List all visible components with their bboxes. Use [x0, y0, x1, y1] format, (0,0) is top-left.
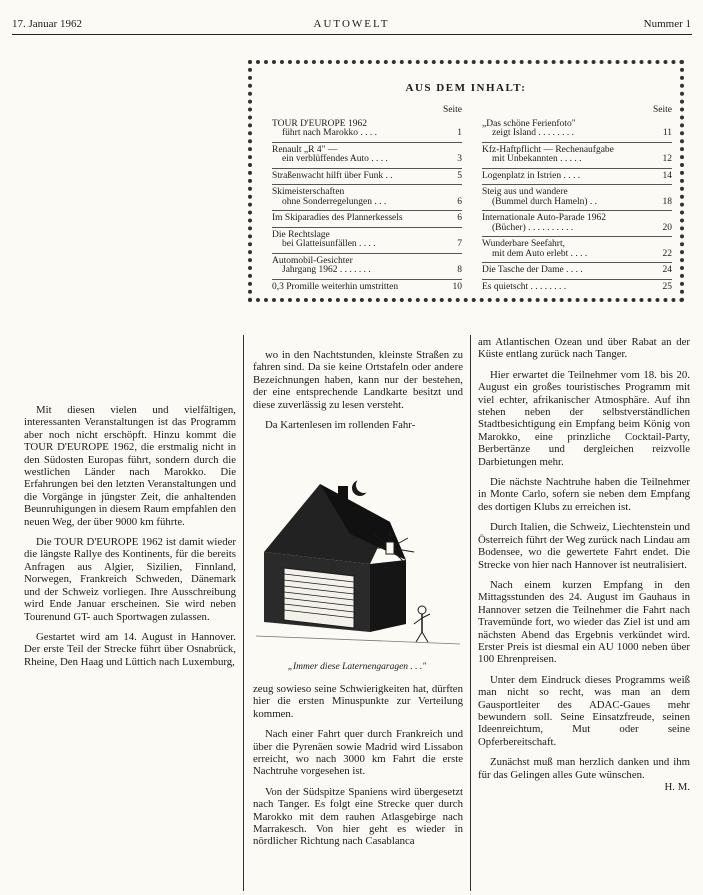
toc-entry-line: mit Unbekannten . . . . .: [492, 154, 582, 164]
toc-entry: [272, 214, 462, 224]
toc-heading: AUS DEM INHALT:: [405, 82, 527, 94]
toc-divider: [482, 168, 672, 169]
toc-entry-page: 18: [662, 196, 672, 207]
toc-entry-line: TOUR D'EUROPE 1962: [272, 118, 367, 129]
article-paragraph: Die nächste Nachtruhe haben die Teilnehmer in Monte Carlo, sofern sie neben dem Empfang des dortigen Klubs zu erreichen ist.: [478, 476, 690, 513]
toc-entry: [272, 231, 462, 250]
toc-entry-title: [272, 257, 448, 276]
toc-entry-line: ohne Sonderregelungen . . .: [282, 196, 387, 207]
toc-divider: [272, 253, 462, 254]
toc-entry-page: 20: [662, 222, 672, 233]
toc-entry-line: Straßenwacht hilft über Funk . .: [272, 170, 393, 181]
toc-entry-page: 11: [662, 128, 672, 138]
toc-entry: [482, 240, 672, 259]
toc-entry-page: 24: [662, 265, 672, 275]
toc-entry-title: [272, 188, 448, 207]
toc-entry-line: Automobil-Gesichter: [272, 255, 353, 266]
toc-entry-page: 22: [662, 248, 672, 259]
toc-entry-line: Skimeisterschaften: [272, 187, 345, 197]
toc-divider: [482, 184, 672, 185]
article-paragraph: Durch Italien, die Schweiz, Liechtenstein und Österreich führt der Weg zurück nach Lindau am Bodensee, wo die gewertete Fahrt endet. Die Strecke von hier nach Hannover ist neutralisiert.: [478, 521, 690, 571]
author-signature: H. M.: [664, 781, 690, 793]
toc-divider: [482, 210, 672, 211]
toc-entry-line: Steig aus und wandere: [482, 187, 568, 197]
toc-entry: [272, 283, 462, 293]
toc-right-column: [482, 106, 672, 295]
toc-entry-line: bei Glatteisunfällen . . . .: [282, 239, 376, 249]
toc-entry-page: 6: [457, 213, 462, 223]
toc-entry-page: 10: [452, 281, 462, 292]
toc-divider: [272, 168, 462, 169]
header-rule: [12, 34, 692, 35]
toc-entry-title: [272, 231, 448, 250]
toc-divider: [272, 210, 462, 211]
toc-entry-line: Die Tasche der Dame . . . .: [482, 265, 583, 275]
toc-entry-line: Jahrgang 1962 . . . . . . .: [282, 265, 371, 275]
toc-entry-line: mit dem Auto erlebt . . . .: [492, 248, 588, 259]
article-column-middle-bottom: [253, 683, 463, 856]
toc-divider: [482, 236, 672, 237]
toc-entry: [482, 120, 672, 139]
illustration-caption: „Immer diese Laternengaragen . . .": [287, 662, 427, 672]
toc-entry-line: (Bücher) . . . . . . . . . .: [492, 222, 574, 233]
toc-entry-line: Im Skiparadies des Plannerkessels: [272, 213, 403, 223]
article-paragraph: Hier erwartet die Teilnehmer vom 18. bis 20. August ein großes touristisches Programm mit viel echter, afrikanischer Atmosphäre. Auf ihn stehen neben der selbstverständlichen Stadtbesichtigung ein Empfang beim König von Marokko, eine prinzliche Cocktail-Party, Berbertänze und dergleichen reizvolle Darbietungen mehr.: [478, 368, 690, 468]
toc-entry: [272, 172, 462, 182]
article-paragraph: Nach einem kurzen Empfang in den Mittagsstunden des 24. August im Gauhaus in Hannover setzen die Teilnehmer die Fahrt nach Travemünde fort, wo wieder das Ziel ist und am nächsten Abend das Ergebnis verkündet wird. Erster Preis ist diesmal ein AU 1000 neben über 100 Ehrenpreisen.: [478, 578, 690, 666]
toc-left-column: [272, 106, 462, 295]
toc-entry-line: Die Rechtslage: [272, 229, 330, 240]
toc-divider: [272, 279, 462, 280]
toc-entry-line: Kfz-Haftpflicht — Rechenaufgabe: [482, 144, 614, 155]
toc-entry-page: 5: [457, 170, 462, 181]
toc-entry-line: Internationale Auto-Parade 1962: [482, 213, 606, 223]
toc-entry: [482, 188, 672, 207]
article-paragraph: Nach einer Fahrt quer durch Frankreich und über die Pyrenäen sowie Madrid wird Lissabon erreicht, wo nach 3000 km Fahrt die erste Nachtruhe vorgesehen ist.: [253, 728, 463, 778]
toc-entry-title: [482, 214, 658, 233]
issue-number: Nummer 1: [643, 18, 691, 30]
toc-entry-title: [482, 172, 658, 182]
toc-entry-line: „Das schöne Ferienfoto": [482, 118, 576, 129]
toc-divider: [482, 262, 672, 263]
toc-entry: [272, 257, 462, 276]
toc-entry-line: zeigt Island . . . . . . . .: [492, 128, 575, 138]
toc-entry-title: [482, 146, 658, 165]
toc-entry-title: [482, 283, 658, 293]
toc-entry-line: (Bummel durch Hameln) . .: [492, 196, 598, 207]
toc-entry-title: [272, 120, 448, 139]
article-column-left: [24, 404, 236, 676]
toc-entry-page: 1: [457, 128, 462, 138]
article-column-middle-top: [253, 349, 463, 439]
article-paragraph: Die TOUR D'EUROPE 1962 ist damit wieder die längste Rallye des Kontinents, für die bereits Anfragen aus Algier, Sizilien, Finnland, Norwegen, Frankreich Schweden, Dänemark und der Schweiz vorliegen. Ihre Ausschreibung wird Ende Januar erscheinen. Sie wird neben Tourenund GT- auch Sportwagen zulassen.: [24, 536, 236, 623]
issue-date: 17. Januar 1962: [12, 18, 82, 30]
toc-entry-line: Wunderbare Seefahrt,: [482, 239, 565, 249]
toc-entry-line: Logenplatz in Istrien . . . .: [482, 170, 581, 181]
toc-entry-page: 6: [457, 196, 462, 207]
toc-entry-title: [482, 188, 658, 207]
article-column-right: [478, 336, 690, 793]
article-paragraph: Zunächst muß man herzlich danken und ihm für das Gelingen alles Gute wünschen.: [478, 756, 690, 781]
toc-entry: [482, 266, 672, 276]
garage-illustration: [250, 464, 464, 658]
toc-seite-label: Seite: [443, 105, 462, 115]
article-paragraph: wo in den Nachtstunden, kleinste Straßen zu fahren sind. Da sie keine Ortstafeln oder andere Bezeichnungen haben, kann nur der bestehen, der eine entsprechende Landkarte besitzt und diese zuverlässig zu lesen versteht.: [253, 349, 463, 411]
garage-lantern-drawing: [250, 464, 464, 658]
article-paragraph: zeug sowieso seine Schwierigkeiten hat, dürften hier die ersten Minuspunkte zur Verteilung kommen.: [253, 683, 463, 720]
toc-entry: [272, 120, 462, 139]
toc-divider: [272, 227, 462, 228]
toc-entry: [272, 188, 462, 207]
article-paragraph: Da Kartenlesen im rollenden Fahr-: [265, 419, 416, 432]
article-paragraph: Von der Südspitze Spaniens wird übergesetzt nach Tanger. Es folgt eine Strecke quer durch Marokko mit dem rauhen Atlasgebirge nach Marrakesch. Von hier geht es wieder in nördlicher Richtung nach Casablanca: [253, 785, 463, 848]
toc-entry-page: 3: [457, 154, 462, 164]
toc-divider: [482, 279, 672, 280]
toc-entry-title: [482, 240, 658, 259]
toc-entry-line: 0,3 Promille weiterhin umstritten: [272, 281, 399, 292]
column-rule: [243, 335, 244, 891]
toc-entry: [482, 172, 672, 182]
toc-entry: [482, 146, 672, 165]
toc-entry-line: Renault „R 4" —: [272, 144, 338, 155]
toc-divider: [272, 142, 462, 143]
toc-entry-title: [482, 120, 658, 139]
magazine-title: AUTOWELT: [313, 18, 390, 30]
article-paragraph: Unter dem Eindruck dieses Programms weiß man nicht so recht, was man an dem Gausportleiter des ADAC-Gaues mehr bewundern soll. Seine Einsatzfreude, seinen Ideenreichtum, Mut oder seine Opferbereitschaft.: [478, 673, 690, 748]
toc-divider: [272, 184, 462, 185]
toc-entry-title: [272, 214, 448, 224]
column-rule: [470, 335, 471, 891]
toc-entry-line: ein verblüffendes Auto . . . .: [282, 154, 388, 164]
toc-entry-page: 8: [457, 265, 462, 275]
toc-entry-page: 14: [662, 170, 672, 181]
toc-entry-title: [272, 283, 448, 293]
toc-entry: [272, 146, 462, 165]
toc-entry-line: Es quietscht . . . . . . . .: [482, 281, 567, 292]
article-paragraph: Gestartet wird am 14. August in Hannover. Der erste Teil der Strecke führt über Osnabrück, Rheine, Den Haag und Lüttich nach Luxemburg,: [24, 630, 236, 668]
toc-entry-title: [482, 266, 658, 276]
toc-entry-page: 25: [662, 281, 672, 292]
toc-entry: [482, 214, 672, 233]
toc-entry-page: 7: [457, 239, 462, 249]
article-paragraph: Mit diesen vielen und vielfältigen, interessanten Veranstaltungen ist das Programm aber noch nicht erschöpft. Hinzu kommt die TOUR D'EUROPE 1962, die erstmalig nicht in den Südosten Europas führt, sondern durch die westlichen Länder nach Marokko. Die Erfahrungen bei den letzten Veranstaltungen und die Vorgänge in jüngster Zeit, die anhaltenden Beunruhigungen in diesem Raum empfahlen den neuen Weg, der über 9000 km führte.: [24, 404, 236, 528]
toc-entry: [482, 283, 672, 293]
toc-entry-title: [272, 172, 448, 182]
toc-entry-title: [272, 146, 448, 165]
toc-seite-label: Seite: [653, 105, 672, 115]
article-paragraph: am Atlantischen Ozean und über Rabat an der Küste entlang zurück nach Tanger.: [478, 336, 690, 361]
toc-divider: [482, 142, 672, 143]
toc-entry-line: führt nach Marokko . . . .: [282, 128, 377, 138]
toc-entry-page: 12: [662, 154, 672, 164]
